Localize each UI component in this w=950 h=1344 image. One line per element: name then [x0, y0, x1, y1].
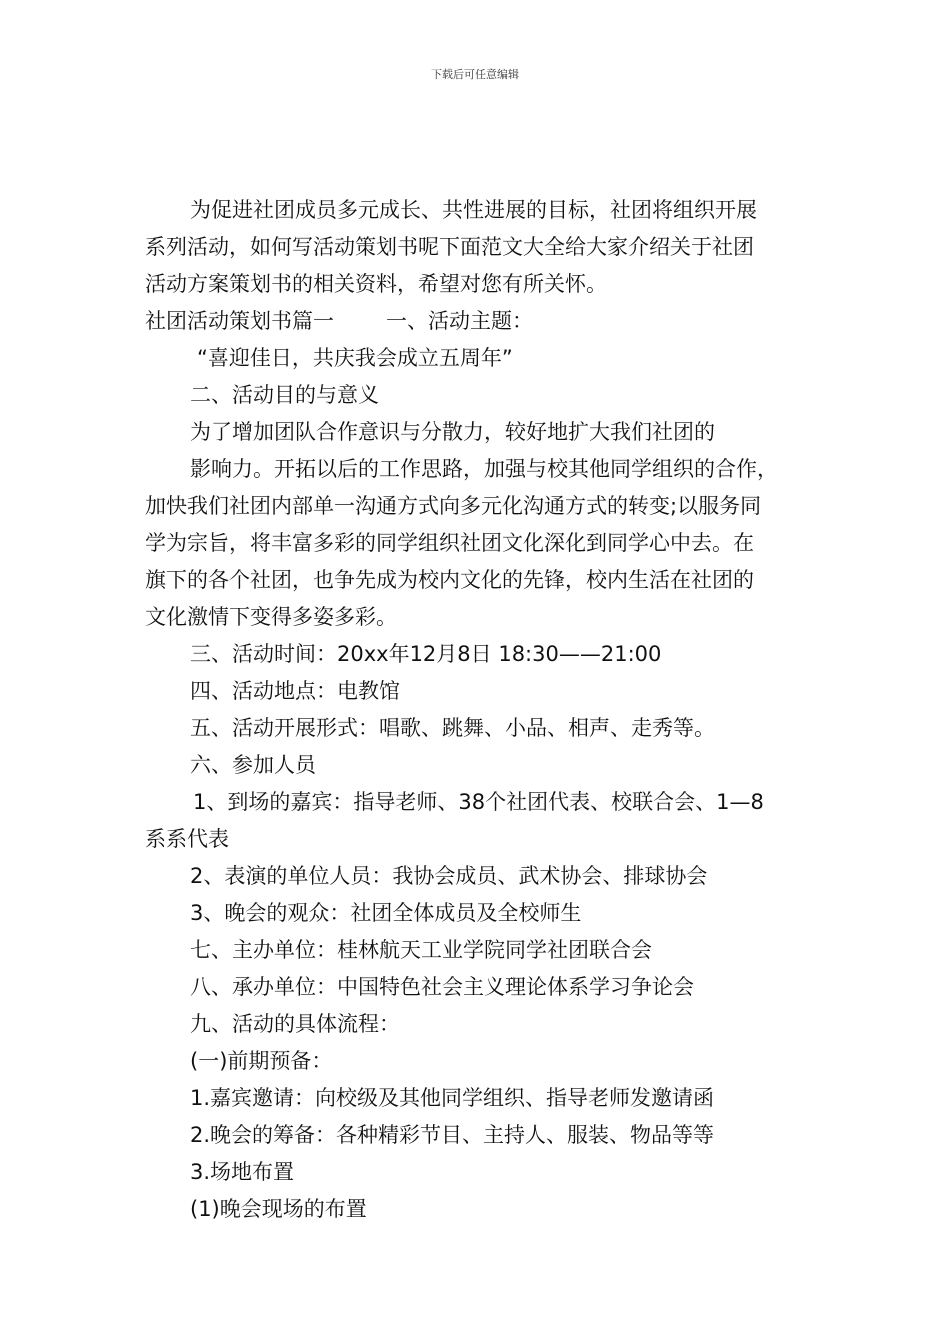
- paragraph-line: 旗下的各个社团，也争先成为校内文化的先锋，校内生活在社团的: [145, 568, 754, 592]
- section-heading: 八、承办单位：中国特色社会主义理论体系学习争论会: [190, 975, 694, 999]
- paragraph-line: 活动方案策划书的相关资料，希望对您有所关怀。: [145, 272, 607, 296]
- list-item: 3.场地布置: [190, 1160, 295, 1184]
- section-heading: 九、活动的具体流程：: [190, 1012, 400, 1036]
- section-heading: 六、参加人员: [190, 753, 316, 777]
- list-item: 2、表演的单位人员：我协会成员、武术协会、排球协会: [190, 864, 708, 888]
- article-title: 社团活动策划书篇一: [145, 309, 334, 333]
- paragraph-line: 系列活动，如何写活动策划书呢下面范文大全给大家介绍关于社团: [145, 235, 754, 259]
- theme-quote: “喜迎佳日，共庆我会成立五周年”: [197, 346, 513, 370]
- list-item: 2.晚会的筹备：各种精彩节目、主持人、服装、物品等等: [190, 1123, 715, 1147]
- document-body: [145, 192, 815, 1228]
- paragraph-line: 为促进社团成员多元成长、共性进展的目标，社团将组织开展: [190, 198, 757, 222]
- section-heading: 七、主办单位：桂林航天工业学院同学社团联合会: [190, 938, 652, 962]
- section-heading: 三、活动时间：20xx年12月8日 18:30——21:00: [190, 642, 662, 666]
- list-item: 1、到场的嘉宾：指导老师、38个社团代表、校联合会、1—8: [193, 790, 764, 814]
- paragraph-line: 文化激情下变得多姿多彩。: [145, 605, 397, 629]
- section-heading: 二、活动目的与意义: [190, 383, 379, 407]
- list-item-continuation: 系系代表: [145, 827, 229, 851]
- paragraph-line: 为了增加团队合作意识与分散力，较好地扩大我们社团的: [190, 420, 715, 444]
- section-heading: 一、活动主题：: [386, 309, 533, 333]
- list-item: 1.嘉宾邀请：向校级及其他同学组织、指导老师发邀请函: [190, 1086, 715, 1110]
- paragraph-line: 影响力。开拓以后的工作思路，加强与校其他同学组织的合作，: [190, 457, 778, 481]
- page-header: 下载后可任意编辑: [431, 68, 519, 81]
- paragraph-line: 加快我们社团内部单一沟通方式向多元化沟通方式的转变;以服务同: [145, 494, 762, 518]
- list-item: (1)晚会现场的布置: [190, 1197, 367, 1221]
- list-item: 3、晚会的观众：社团全体成员及全校师生: [190, 901, 582, 925]
- subsection-heading: (一)前期预备：: [190, 1049, 333, 1073]
- section-heading-line: [145, 303, 815, 340]
- section-heading: 五、活动开展形式：唱歌、跳舞、小品、相声、走秀等。: [190, 716, 715, 740]
- paragraph-line: 学为宗旨，将丰富多彩的同学组织社团文化深化到同学心中去。在: [145, 531, 754, 555]
- section-heading: 四、活动地点：电教馆: [190, 679, 400, 703]
